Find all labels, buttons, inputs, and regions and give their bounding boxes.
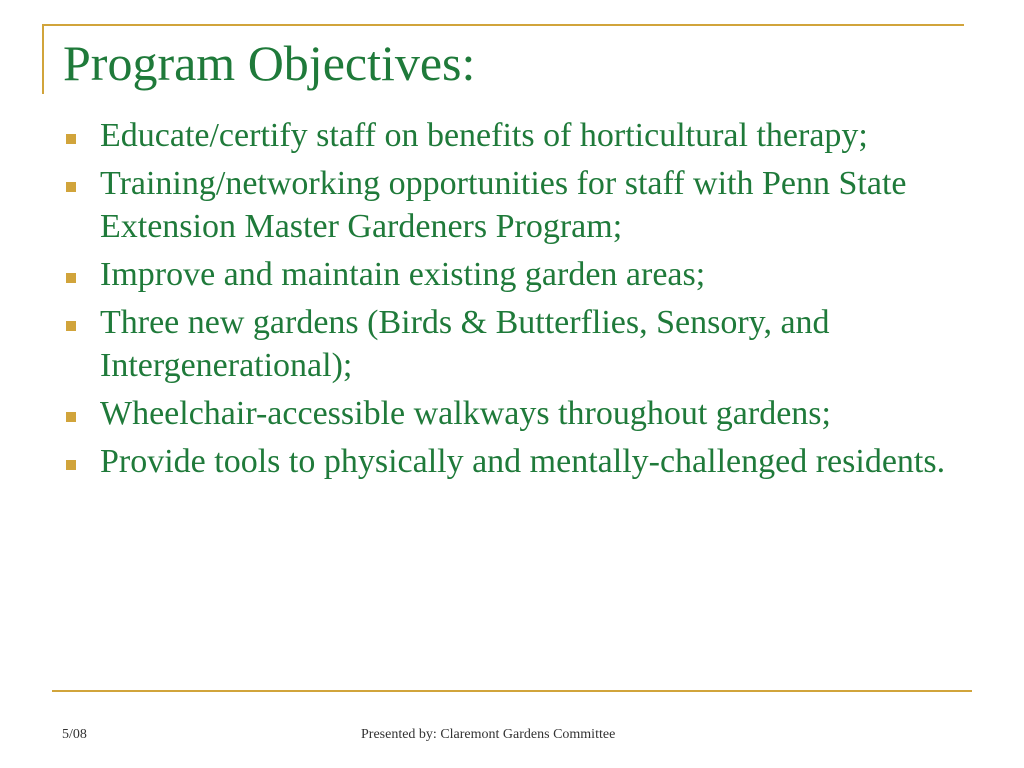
list-item bbox=[64, 162, 994, 248]
list-item bbox=[64, 114, 994, 157]
square-bullet-icon bbox=[66, 460, 76, 470]
square-bullet-icon bbox=[66, 412, 76, 422]
list-item bbox=[64, 253, 994, 296]
footer-presenter: Presented by: Claremont Gardens Committee bbox=[361, 727, 616, 742]
square-bullet-icon bbox=[66, 321, 76, 331]
bullet-text: Wheelchair-accessible walkways throughout gardens; bbox=[100, 395, 831, 432]
square-bullet-icon bbox=[66, 134, 76, 144]
list-item bbox=[64, 301, 994, 387]
objectives-list bbox=[64, 114, 994, 488]
bullet-text: Provide tools to physically and mentally-challenged residents. bbox=[100, 443, 946, 480]
footer-rule bbox=[52, 690, 972, 692]
slide-title: Program Objectives: bbox=[63, 35, 476, 91]
square-bullet-icon bbox=[66, 182, 76, 192]
bullet-text: Three new gardens (Birds & Butterflies, Sensory, and Intergenerational); bbox=[100, 304, 830, 384]
frame-top-rule bbox=[42, 24, 964, 26]
list-item bbox=[64, 440, 994, 483]
footer-date: 5/08 bbox=[62, 727, 87, 742]
frame-left-rule bbox=[42, 24, 44, 94]
bullet-text: Training/networking opportunities for staff with Penn State Extension Master Gardeners Program; bbox=[100, 165, 907, 245]
square-bullet-icon bbox=[66, 273, 76, 283]
list-item bbox=[64, 392, 994, 435]
bullet-text: Educate/certify staff on benefits of horticultural therapy; bbox=[100, 117, 868, 154]
bullet-text: Improve and maintain existing garden areas; bbox=[100, 256, 706, 293]
